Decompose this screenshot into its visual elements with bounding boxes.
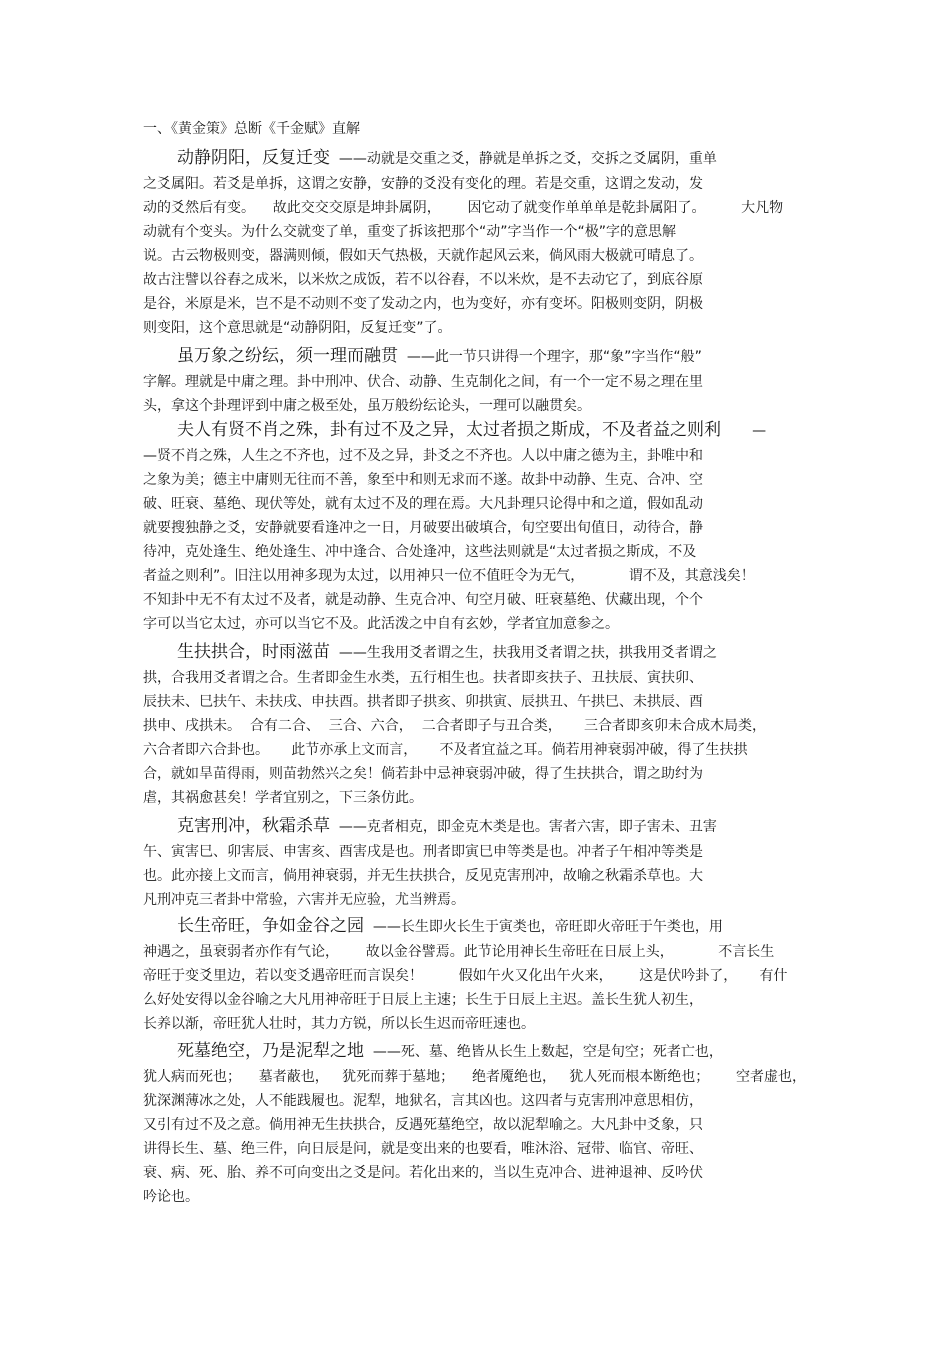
paragraph-line: 说。古云物极则变，器满则倾，假如天气热极，天就作起风云来，倘风雨大极就可晴息了。: [143, 248, 703, 264]
section-heading: 长生帝旺，争如金谷之园: [177, 916, 364, 936]
paragraph-line: 字可以当它太过，亦可以当它不及。此活泼之中自有玄妙，学者宜加意参之。: [143, 616, 619, 632]
paragraph-line: 犹人病而死也； 墓者蔽也， 犹死而葬于墓地； 绝者魇绝也， 犹人死而根本断绝也； 空者虚也，: [143, 1069, 807, 1085]
paragraph-line: 之爻属阳。若爻是单拆，这谓之安静，安静的爻没有变化的理。若是交重，这谓之发动，发: [143, 176, 703, 192]
section-7: [143, 1037, 813, 1209]
paragraph-line: 又引有过不及之意。倘用神无生扶拱合，反遇死墓绝空，故以泥犁喻之。大凡卦中爻象，只: [143, 1117, 703, 1133]
paragraph-line: —贤不肖之殊，人生之不齐也，过不及之异，卦爻之不齐也。人以中庸之德为主，卦唯中和: [143, 448, 703, 464]
section-heading: 夫人有贤不肖之殊，卦有过不及之异，太过者损之斯成，不及者益之则利: [177, 420, 721, 440]
paragraph-line: 么好处安得以金谷喻之大凡用神帝旺于日辰上主速；长生于日辰上主迟。盖长生犹人初生，: [143, 992, 703, 1008]
section-heading-line: [143, 144, 813, 172]
paragraph-line: 犹深渊薄冰之处，人不能践履也。泥犁，地狱名，言其凶也。这四者与克害刑冲意思相仿，: [143, 1093, 703, 1109]
section-heading-tail: ——生我用爻者谓之生，扶我用爻者谓之扶，拱我用爻者谓之: [330, 645, 717, 661]
paragraph-line: 吟论也。: [143, 1189, 199, 1205]
section-heading: 动静阴阳，反复迁变: [177, 148, 330, 168]
section-heading: 生扶拱合，时雨滋苗: [177, 642, 330, 662]
paragraph-line: 破、旺衰、墓绝、现伏等处，就有太过不及的理在焉。大凡卦理只论得中和之道，假如乱动: [143, 496, 703, 512]
paragraph-line: 帝旺于变爻里边，若以变爻遇帝旺而言误矣！ 假如午火又化出午火来， 这是伏吟卦了， 有什: [143, 968, 788, 984]
paragraph-line: 不知卦中无不有太过不及者，就是动静、生克合冲、旬空月破、旺衰墓绝、伏藏出现，个个: [143, 592, 703, 608]
section-heading-line: [143, 1037, 813, 1065]
section-heading-tail: ——死、墓、绝皆从长生上数起，空是旬空；死者亡也，: [364, 1044, 723, 1060]
paragraph-line: 字解。理就是中庸之理。卦中刑冲、伏合、动静、生克制化之间，有一个一定不易之理在里: [143, 374, 703, 390]
paragraph-line: 故古注譬以谷舂之成米，以米炊之成饭，若不以谷舂，不以米炊，是不去动它了，到底谷原: [143, 272, 703, 288]
section-heading-tail: ——此一节只讲得一个理字，那“象”字当作“般”: [398, 349, 702, 365]
paragraph-line: 也。此亦接上文而言，倘用神衰弱，并无生扶拱合，反见克害刑冲，故喻之秋霜杀草也。大: [143, 868, 703, 884]
paragraph-line: 六合者即六合卦也。 此节亦承上文而言， 不及者宜益之耳。倘若用神衰弱冲破，得了生扶拱: [143, 742, 748, 758]
paragraph-line: 之象为美；德主中庸则无往而不善，象至中和则无求而不遂。故卦中动静、生克、合冲、空: [143, 472, 703, 488]
paragraph-line: 就要搜独静之爻，安静就要看逢冲之一日，月破要出破填合，旬空要出旬值日，动待合，静: [143, 520, 703, 536]
paragraph-line: 者益之则利”。旧注以用神多现为太过，以用神只一位不值旺令为无气， 谓不及，其意浅矣！: [143, 568, 755, 584]
paragraph-line: 午、寅害巳、卯害辰、申害亥、酉害戌是也。刑者即寅巳申等类是也。冲者子午相冲等类是: [143, 844, 703, 860]
paragraph-line: 则变阳，这个意思就是“动静阴阳，反复迁变”了。: [143, 320, 452, 336]
section-heading-line: [143, 342, 813, 370]
section-heading-tail: —: [721, 423, 767, 439]
paragraph-line: 长养以渐，帝旺犹人壮时，其力方锐，所以长生迟而帝旺速也。: [143, 1016, 535, 1032]
section-heading-line: [143, 638, 813, 666]
paragraph-line: 凡刑冲克三者卦中常验，六害并无应验，尤当辨焉。: [143, 892, 465, 908]
section-5: [143, 812, 813, 912]
section-heading-tail: ——长生即火长生于寅类也，帝旺即火帝旺于午类也，用: [364, 919, 723, 935]
section-heading: 死墓绝空，乃是泥犁之地: [177, 1041, 364, 1061]
section-2: [143, 342, 813, 418]
paragraph-line: 衰、病、死、胎、养不可向变出之爻是问。若化出来的，当以生克冲合、进神退神、反吟伏: [143, 1165, 703, 1181]
paragraph-line: 辰扶未、巳扶午、未扶戌、申扶酉。拱者即子拱亥、卯拱寅、辰拱丑、午拱巳、未拱辰、酉: [143, 694, 703, 710]
section-6: [143, 912, 813, 1036]
paragraph-line: 动的爻然后有变。 故此交交交原是坤卦属阴， 因它动了就变作单单单是乾卦属阳了。 大凡物: [143, 200, 784, 216]
section-heading-tail: ——动就是交重之爻，静就是单拆之爻，交拆之爻属阴，重单: [330, 151, 717, 167]
section-heading-line: [143, 812, 813, 840]
paragraph-line: 头，拿这个卦理评到中庸之极至处，虽万般纷纭论头，一理可以融贯矣。: [143, 398, 591, 414]
paragraph-line: 待冲，克处逢生、绝处逢生、冲中逢合、合处逢冲，这些法则就是“太过者损之斯成，不及: [143, 544, 697, 560]
paragraph-line: 动就有个变头。为什么交就变了单，重变了拆该把那个“动”字当作一个“极”字的意思解: [143, 224, 677, 240]
section-heading: 虽万象之纷纭，须一理而融贯: [177, 346, 398, 366]
paragraph-line: 虐，其祸愈甚矣！学者宜别之，下三条仿此。: [143, 790, 423, 806]
section-3: [143, 416, 813, 636]
section-heading: 克害刑冲，秋霜杀草: [177, 816, 330, 836]
section-heading-line: [143, 416, 813, 444]
section-heading-tail: ——克者相克，即金克木类是也。害者六害，即子害未、丑害: [330, 819, 717, 835]
document-title: 一、《黄金策》总断《千金赋》直解: [143, 121, 360, 137]
paragraph-line: 神遇之，虽衰弱者亦作有气论， 故以金谷譬焉。此节论用神长生帝旺在日辰上头， 不言长生: [143, 944, 775, 960]
paragraph-line: 合，就如旱苗得雨，则苗勃然兴之矣！倘若卦中忌神衰弱冲破，得了生扶拱合，谓之助纣为: [143, 766, 703, 782]
paragraph-line: 讲得长生、墓、绝三件，向日辰是问，就是变出来的也要看，唯沐浴、冠带、临官、帝旺、: [143, 1141, 703, 1157]
paragraph-line: 是谷，米原是米，岂不是不动则不变了发动之内，也为变好，亦有变坏。阳极则变阴，阴极: [143, 296, 703, 312]
paragraph-line: 拱，合我用爻者谓之合。生者即金生水类，五行相生也。扶者即亥扶子、丑扶辰、寅扶卯、: [143, 670, 703, 686]
paragraph-line: 拱申、戌拱未。 合有二合、 三合、六合， 二合者即子与丑合类， 三合者即亥卯未合成木局类，: [143, 718, 766, 734]
section-4: [143, 638, 813, 810]
section-heading-line: [143, 912, 813, 940]
section-1: [143, 144, 813, 340]
